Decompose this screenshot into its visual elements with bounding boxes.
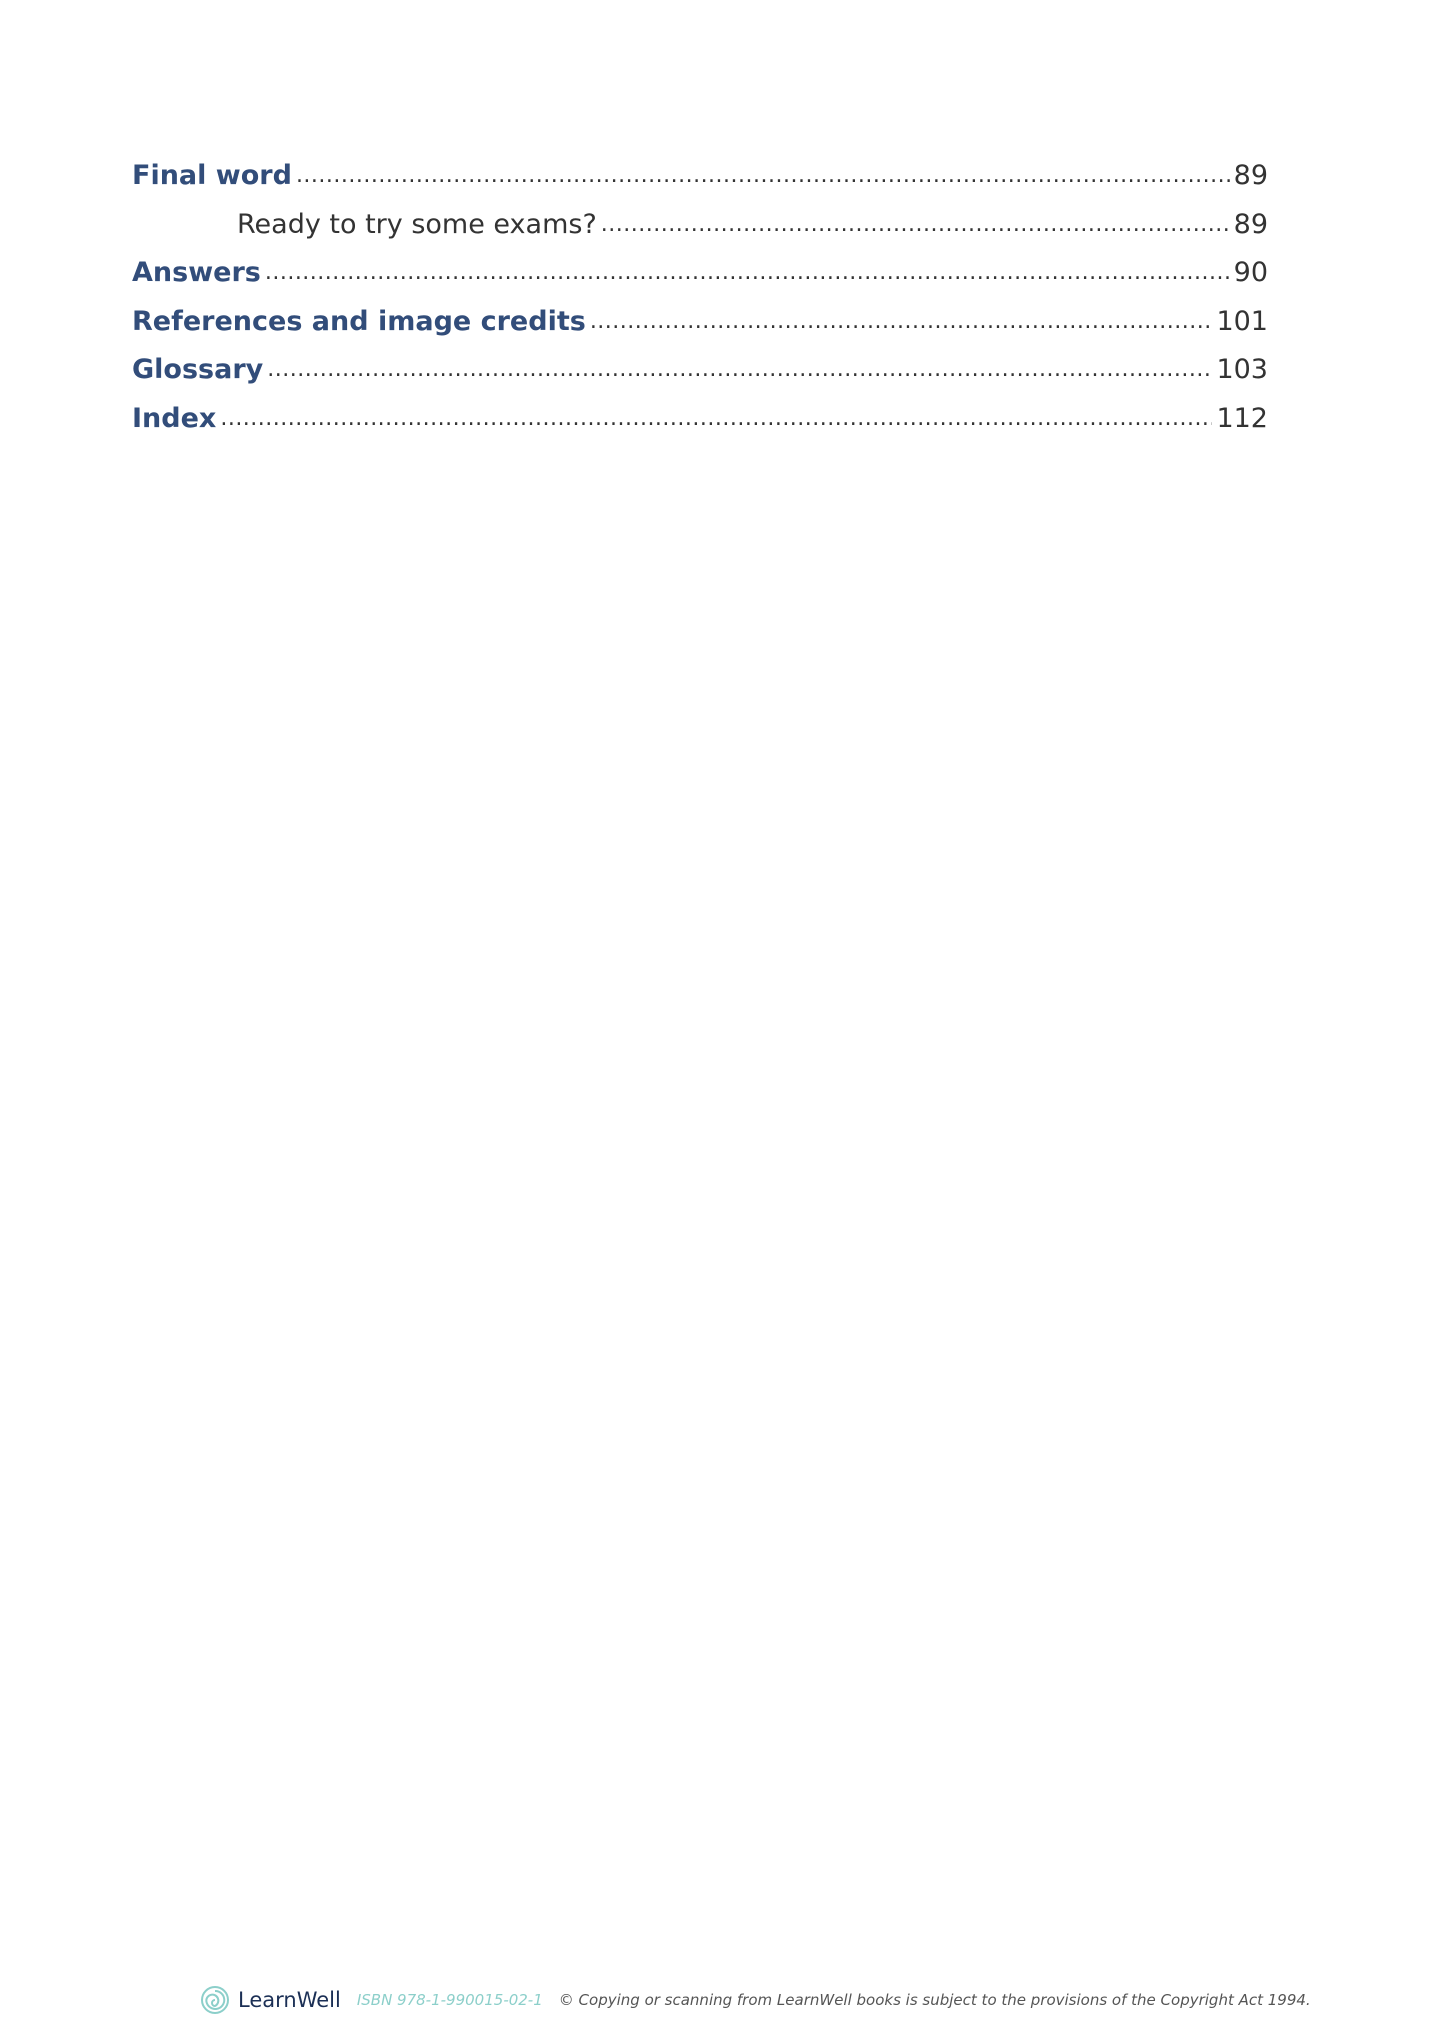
toc-leader-dots (267, 357, 1212, 382)
toc-entry-page: 112 (1216, 402, 1268, 434)
toc-entry-label: References and image credits (132, 305, 586, 337)
toc-leader-dots (296, 163, 1230, 188)
toc-entry-label: Ready to try some exams? (237, 208, 597, 240)
logo-text: LearnWell (238, 1988, 341, 2012)
toc-entry-label: Final word (132, 160, 292, 191)
page-footer (200, 1985, 1311, 2015)
isbn-text: ISBN 978-1-990015-02-1 (356, 1991, 543, 2009)
toc-entry-page: 103 (1216, 354, 1268, 385)
toc-entry-page: 89 (1233, 208, 1268, 240)
toc-entry-page: 90 (1233, 257, 1268, 288)
table-of-contents (132, 160, 1268, 451)
spiral-logo-icon (200, 1985, 230, 2015)
toc-entry-references-and-image-credits (132, 306, 1268, 355)
toc-entry-answers (132, 257, 1268, 306)
toc-entry-label: Glossary (132, 354, 264, 385)
toc-entry-page: 89 (1233, 160, 1268, 191)
toc-leader-dots (265, 260, 1230, 285)
toc-entry-ready-to-try-some-exams (132, 209, 1268, 258)
toc-leader-dots (220, 406, 1212, 431)
toc-entry-page: 101 (1216, 305, 1268, 337)
copyright-notice: © Copying or scanning from LearnWell books is subject to the provisions of the Copyright Act 1994. (558, 1991, 1311, 2009)
toc-entry-glossary (132, 354, 1268, 403)
toc-leader-dots (601, 212, 1230, 237)
toc-entry-final-word (132, 160, 1268, 209)
toc-entry-index (132, 403, 1268, 452)
toc-entry-label: Answers (132, 257, 261, 288)
toc-entry-label: Index (132, 402, 217, 434)
toc-leader-dots (590, 309, 1213, 334)
